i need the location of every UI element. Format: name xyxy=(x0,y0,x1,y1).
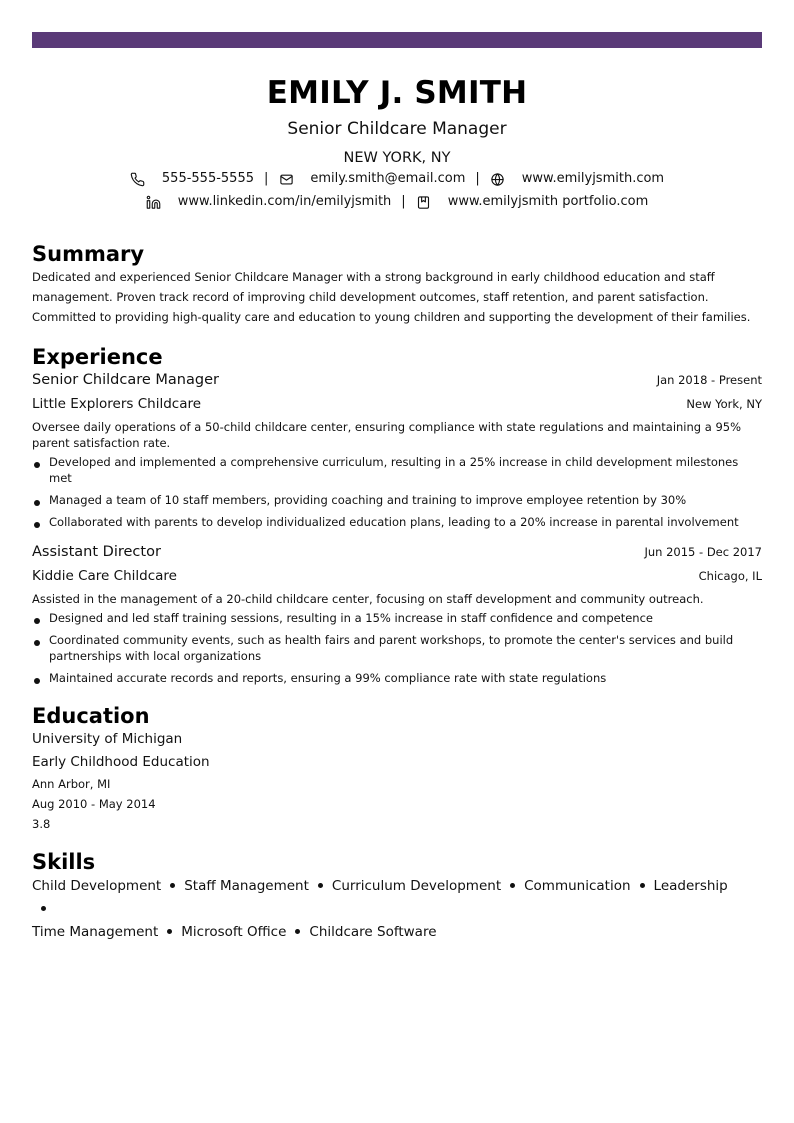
summary-text: Dedicated and experienced Senior Childcare Manager with a strong background in early childhood education and staff management. Proven track record of improving child development outcomes, staff retention, and parent satisfaction. Committed to providing high-quality care and education to young children and supporting the development of their families. xyxy=(32,270,751,324)
job-dates: Jan 2018 - Present xyxy=(656,373,762,387)
list-item: Designed and led staff training sessions, resulting in a 15% increase in staff confidence and competence xyxy=(32,610,762,626)
job-description: Assisted in the management of a 20-child childcare center, focusing on staff development and community outreach. xyxy=(32,592,704,606)
summary-heading: Summary xyxy=(32,242,145,266)
website-link[interactable]: www.emilyjsmith.com xyxy=(521,171,665,186)
job-location: Chicago, IL xyxy=(698,569,762,583)
skill-item: Leadership xyxy=(653,878,728,894)
experience-heading: Experience xyxy=(32,345,163,369)
skill-item: Microsoft Office xyxy=(181,924,287,940)
phone-icon xyxy=(130,171,146,187)
separator: | xyxy=(475,171,480,186)
job-description: Oversee daily operations of a 50-child childcare center, ensuring compliance with state regulations and maintaining a 95% parent satisfaction rate. xyxy=(32,420,742,450)
skill-item: Childcare Software xyxy=(309,924,437,940)
candidate-location: NEW YORK, NY xyxy=(343,150,451,166)
skills-list xyxy=(32,875,732,944)
skill-item: Communication xyxy=(524,878,631,894)
bullet-dot xyxy=(167,929,172,934)
bullet-dot xyxy=(170,883,175,888)
bullet-dot xyxy=(295,929,300,934)
list-item: Developed and implemented a comprehensive curriculum, resulting in a 25% increase in child development milestones met xyxy=(32,454,762,486)
contact-row-primary xyxy=(32,169,762,189)
education-school: University of Michigan xyxy=(32,731,183,747)
job-company: Little Explorers Childcare xyxy=(32,396,202,412)
skill-item: Curriculum Development xyxy=(331,878,502,894)
list-item: Maintained accurate records and reports, ensuring a 99% compliance rate with state regulations xyxy=(32,670,762,686)
skill-item: Child Development xyxy=(32,878,162,894)
job-dates: Jun 2015 - Dec 2017 xyxy=(644,545,762,559)
bullet-dot xyxy=(41,906,46,911)
job-company-row xyxy=(32,562,762,586)
job-header-row xyxy=(32,542,762,562)
job-company-row xyxy=(32,390,762,414)
job-entry xyxy=(32,370,762,530)
job-header-row xyxy=(32,370,762,390)
resume-page xyxy=(32,32,762,944)
job-entry xyxy=(32,542,762,686)
list-item: Coordinated community events, such as health fairs and parent workshops, to promote the center's services and build partnerships with local organizations xyxy=(32,632,762,664)
phone-text: 555-555-5555 xyxy=(161,171,254,186)
education-heading: Education xyxy=(32,704,150,728)
skill-item: Time Management xyxy=(32,924,159,940)
bullet-dot xyxy=(640,883,645,888)
globe-icon xyxy=(490,171,506,187)
linkedin-link[interactable]: www.linkedin.com/in/emilyjsmith xyxy=(177,194,392,209)
list-item: Managed a team of 10 staff members, providing coaching and training to improve employee retention by 30% xyxy=(32,492,762,508)
accent-bar xyxy=(32,32,762,48)
job-location: New York, NY xyxy=(686,397,762,411)
email-link[interactable]: emily.smith@email.com xyxy=(310,171,466,186)
job-title: Assistant Director xyxy=(32,544,161,560)
skills-heading: Skills xyxy=(32,850,96,874)
education-location: Ann Arbor, MI xyxy=(32,777,111,791)
skill-item: Staff Management xyxy=(184,878,309,894)
job-bullets xyxy=(32,454,762,530)
contact-row-secondary xyxy=(32,192,762,212)
education-gpa: 3.8 xyxy=(32,817,51,831)
education-dates: Aug 2010 - May 2014 xyxy=(32,797,156,811)
candidate-title: Senior Childcare Manager xyxy=(287,119,507,139)
job-company: Kiddie Care Childcare xyxy=(32,568,177,584)
job-bullets xyxy=(32,610,762,686)
portfolio-link[interactable]: www.emilyjsmith portfolio.com xyxy=(447,194,649,209)
bullet-dot xyxy=(318,883,323,888)
email-icon xyxy=(278,171,294,187)
linkedin-icon xyxy=(146,194,162,210)
separator: | xyxy=(401,194,406,209)
separator: | xyxy=(264,171,269,186)
education-degree: Early Childhood Education xyxy=(32,754,210,770)
bullet-dot xyxy=(510,883,515,888)
candidate-name: EMILY J. SMITH xyxy=(266,75,528,111)
portfolio-icon xyxy=(416,194,432,210)
list-item: Collaborated with parents to develop individualized education plans, leading to a 20% increase in parental involvement xyxy=(32,514,762,530)
job-title: Senior Childcare Manager xyxy=(32,372,219,388)
